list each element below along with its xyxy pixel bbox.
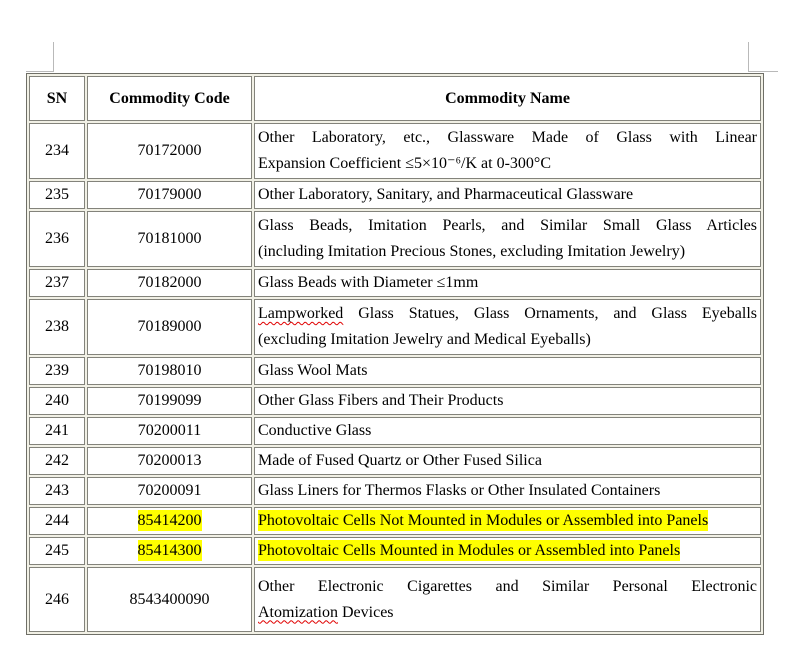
highlighted-text: Photovoltaic Cells Not Mounted in Modules or Assembled into Panels — [258, 512, 709, 529]
table-row — [29, 447, 761, 475]
table-row — [29, 567, 761, 632]
sn-cell: 245 — [29, 537, 85, 565]
code-cell: 70189000 — [87, 299, 252, 355]
commodity-table — [26, 73, 764, 635]
sn-cell: 244 — [29, 507, 85, 535]
code-cell: 70199099 — [87, 387, 252, 415]
name-text: Devices — [337, 603, 394, 621]
sn-cell: 234 — [29, 123, 85, 179]
sn-cell: 240 — [29, 387, 85, 415]
sn-cell: 239 — [29, 357, 85, 385]
sn-cell: 235 — [29, 181, 85, 209]
code-cell: 70200013 — [87, 447, 252, 475]
code-cell — [87, 537, 252, 565]
table-row — [29, 299, 761, 355]
name-cell: Glass Wool Mats — [254, 357, 761, 385]
code-cell: 70198010 — [87, 357, 252, 385]
sn-cell: 236 — [29, 211, 85, 267]
name-cell: Conductive Glass — [254, 417, 761, 445]
sn-cell: 243 — [29, 477, 85, 505]
name-line: Expansion Coefficient ≤5×10⁻⁶/K at 0-300°C — [258, 155, 551, 172]
name-cell: Glass Liners for Thermos Flasks or Other Insulated Containers — [254, 477, 761, 505]
highlighted-text: Photovoltaic Cells Mounted in Modules or Assembled into Panels — [258, 542, 681, 559]
table-row — [29, 357, 761, 385]
sn-cell: 242 — [29, 447, 85, 475]
name-cell: Other Glass Fibers and Their Products — [254, 387, 761, 415]
table-row-highlighted — [29, 537, 761, 565]
table-row — [29, 181, 761, 209]
code-cell: 8543400090 — [87, 567, 252, 632]
name-cell — [254, 507, 761, 535]
name-cell — [254, 567, 761, 632]
code-cell: 70182000 — [87, 269, 252, 297]
misspelled-word: Lampworked — [258, 305, 344, 322]
table-row — [29, 387, 761, 415]
sn-cell: 241 — [29, 417, 85, 445]
name-text: Glass Statues, Glass Ornaments, and Glass Eyeballs — [343, 305, 757, 322]
code-cell: 70200091 — [87, 477, 252, 505]
misspelled-word: Atomization — [258, 603, 338, 621]
name-cell: Other Laboratory, Sanitary, and Pharmaceutical Glassware — [254, 181, 761, 209]
table-header-row — [29, 76, 761, 121]
margin-crop-mark-right — [748, 42, 778, 72]
name-line: Other Electronic Cigarettes and Similar Personal Electronic — [258, 577, 757, 595]
table-row — [29, 123, 761, 179]
name-cell: Glass Beads with Diameter ≤1mm — [254, 269, 761, 297]
table-row — [29, 477, 761, 505]
code-cell — [87, 507, 252, 535]
name-line: (excluding Imitation Jewelry and Medical Eyeballs) — [258, 331, 591, 348]
name-cell: Made of Fused Quartz or Other Fused Silica — [254, 447, 761, 475]
table-row — [29, 211, 761, 267]
name-cell — [254, 211, 761, 267]
code-cell: 70179000 — [87, 181, 252, 209]
header-sn: SN — [29, 76, 85, 121]
name-line — [258, 600, 757, 626]
name-line: Other Laboratory, etc., Glassware Made of Glass with Linear — [258, 129, 757, 146]
table-row-highlighted — [29, 507, 761, 535]
sn-cell: 246 — [29, 567, 85, 632]
highlighted-text: 85414300 — [137, 542, 202, 559]
table-row — [29, 269, 761, 297]
name-cell — [254, 537, 761, 565]
sn-cell: 237 — [29, 269, 85, 297]
highlighted-text: 85414200 — [137, 512, 202, 529]
header-code: Commodity Code — [87, 76, 252, 121]
code-cell: 70200011 — [87, 417, 252, 445]
name-line: (including Imitation Precious Stones, excluding Imitation Jewelry) — [258, 243, 686, 260]
name-line — [258, 301, 757, 327]
header-name: Commodity Name — [254, 76, 761, 121]
name-line: Glass Beads, Imitation Pearls, and Similar Small Glass Articles — [258, 217, 757, 234]
table-row — [29, 417, 761, 445]
code-cell: 70172000 — [87, 123, 252, 179]
name-cell — [254, 123, 761, 179]
name-cell — [254, 299, 761, 355]
sn-cell: 238 — [29, 299, 85, 355]
code-cell: 70181000 — [87, 211, 252, 267]
margin-crop-mark-left — [26, 42, 54, 72]
